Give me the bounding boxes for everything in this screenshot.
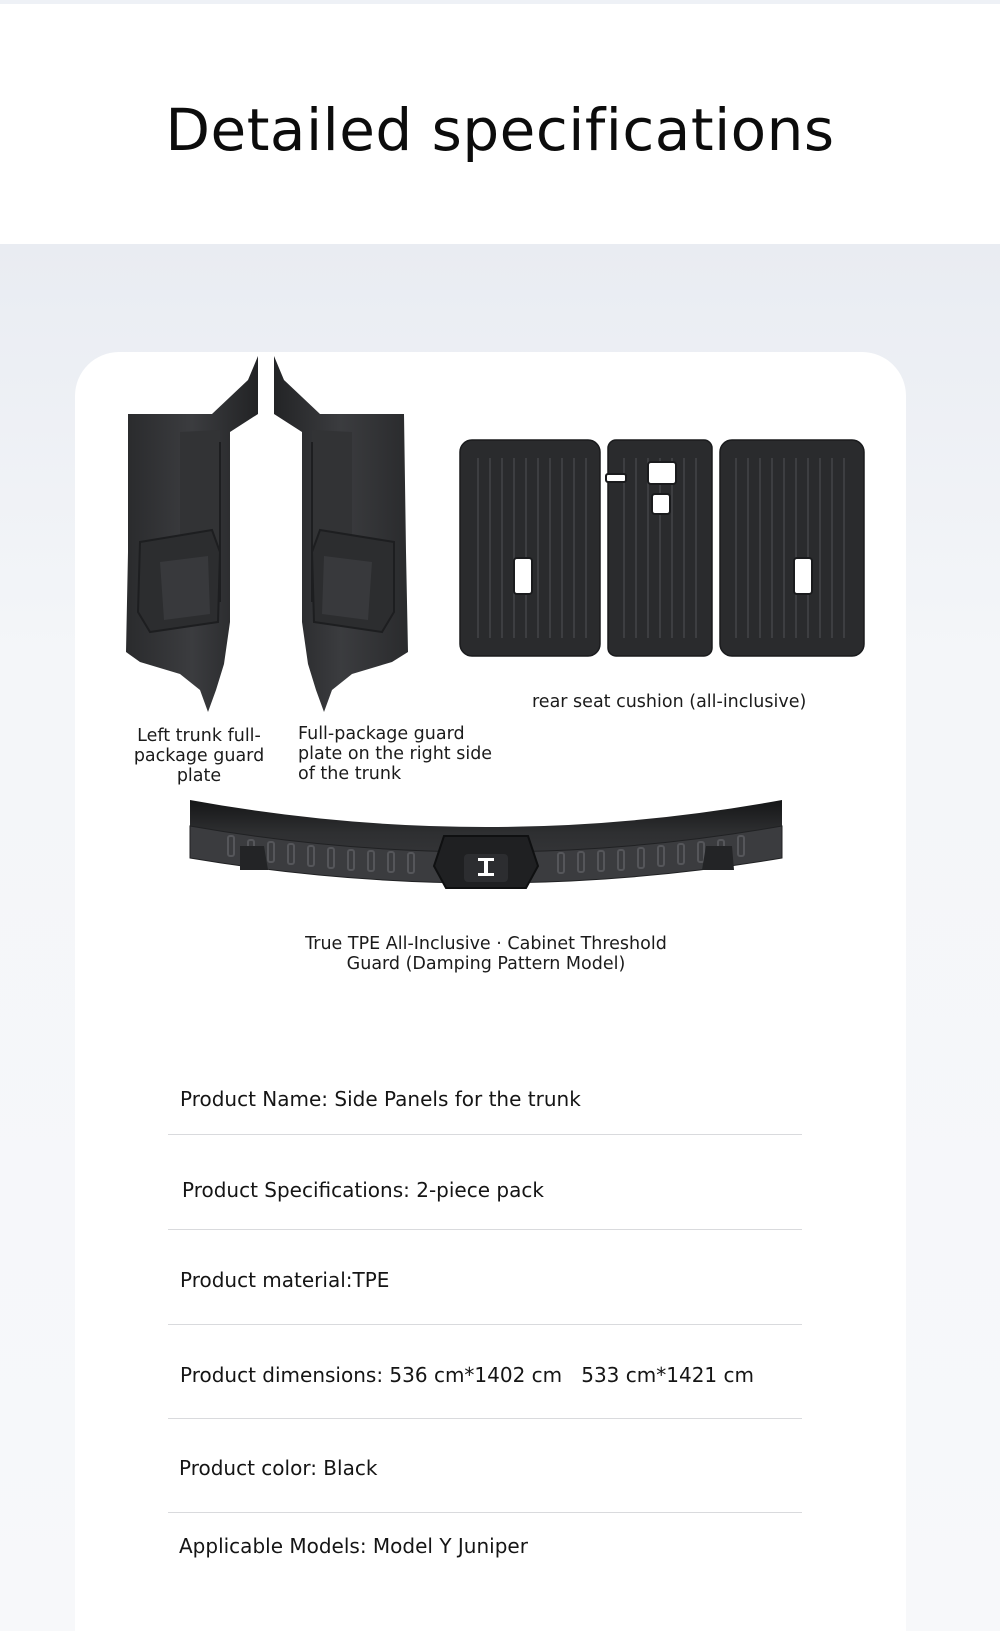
spec-product-name: Product Name: Side Panels for the trunk bbox=[180, 1087, 581, 1111]
right-trunk-guard-caption: Full-package guard plate on the right side of the trunk bbox=[298, 724, 493, 784]
left-trunk-guard-image bbox=[120, 352, 270, 712]
spec-row-product-name bbox=[168, 1085, 802, 1135]
spec-row-specifications bbox=[168, 1177, 802, 1230]
spec-row-applicable-models bbox=[168, 1532, 802, 1572]
threshold-guard-image bbox=[186, 796, 786, 908]
spec-row-dimensions bbox=[168, 1361, 802, 1419]
page-title: Detailed specifications bbox=[165, 96, 835, 164]
spec-product-dimensions: Product dimensions: 536 cm*1402 cm 533 cm*1421 cm bbox=[180, 1363, 754, 1387]
right-trunk-guard-image bbox=[274, 352, 414, 712]
threshold-guard-caption: True TPE All-Inclusive · Cabinet Threshold Guard (Damping Pattern Model) bbox=[305, 934, 667, 974]
left-trunk-guard-caption: Left trunk full- package guard plate bbox=[133, 726, 265, 786]
rear-seat-cushion-caption: rear seat cushion (all-inclusive) bbox=[532, 692, 807, 712]
spec-row-material bbox=[168, 1266, 802, 1325]
spec-product-specifications: Product Specifications: 2-piece pack bbox=[182, 1178, 544, 1202]
spec-product-color: Product color: Black bbox=[179, 1456, 378, 1480]
rear-seat-cushion-image bbox=[458, 438, 866, 660]
spec-applicable-models: Applicable Models: Model Y Juniper bbox=[179, 1534, 528, 1558]
header-section bbox=[0, 0, 1000, 244]
spec-row-color bbox=[168, 1454, 802, 1513]
spec-product-material: Product material:TPE bbox=[180, 1268, 390, 1292]
